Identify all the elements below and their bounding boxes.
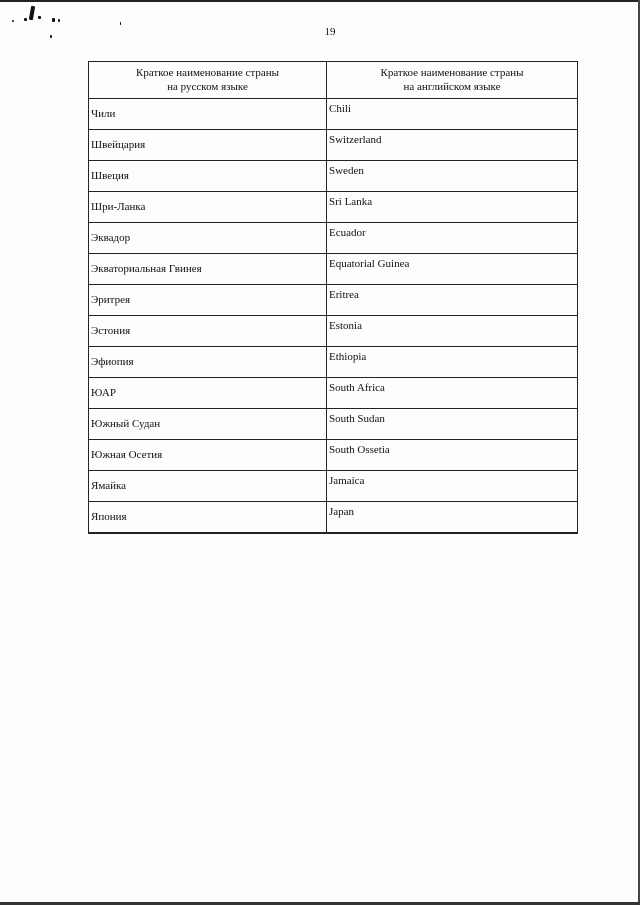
english-name-cell: Ecuador [327, 223, 578, 254]
english-name-cell: South Africa [327, 378, 578, 409]
english-name-cell: Ethiopia [327, 347, 578, 378]
english-name-cell: Sweden [327, 161, 578, 192]
scan-edge-top [0, 0, 640, 2]
header-russian-line-2: на русском языке [167, 81, 248, 93]
table-row [89, 99, 578, 130]
english-name-cell: South Sudan [327, 409, 578, 440]
table-row [89, 285, 578, 316]
russian-name-cell: Шри-Ланка [89, 192, 327, 223]
table-row [89, 316, 578, 347]
table-row [89, 192, 578, 223]
page-number: 19 [324, 26, 336, 38]
table-row [89, 378, 578, 409]
english-name-cell: South Ossetia [327, 440, 578, 471]
english-name-cell: Chili [327, 99, 578, 130]
english-name-cell: Switzerland [327, 130, 578, 161]
english-name-cell: Estonia [327, 316, 578, 347]
table-row [89, 502, 578, 534]
russian-name-cell: Япония [89, 502, 327, 534]
english-name-cell: Japan [327, 502, 578, 534]
english-name-cell: Jamaica [327, 471, 578, 502]
scan-speck [29, 6, 35, 20]
russian-name-cell: Швеция [89, 161, 327, 192]
russian-name-cell: Южный Судан [89, 409, 327, 440]
scan-speck [38, 16, 41, 19]
scan-speck [52, 18, 55, 22]
table-row [89, 161, 578, 192]
russian-name-cell: Эстония [89, 316, 327, 347]
scan-speck [120, 22, 121, 25]
table-row [89, 347, 578, 378]
russian-name-cell: Ямайка [89, 471, 327, 502]
scan-speck [58, 19, 60, 22]
table-row [89, 409, 578, 440]
scan-speck [24, 18, 27, 21]
english-name-cell: Eritrea [327, 285, 578, 316]
russian-name-cell: Эритрея [89, 285, 327, 316]
table-row [89, 254, 578, 285]
table-header-row [89, 62, 578, 99]
english-name-cell: Sri Lanka [327, 192, 578, 223]
english-name-cell: Equatorial Guinea [327, 254, 578, 285]
table-row [89, 130, 578, 161]
russian-name-cell: Эфиопия [89, 347, 327, 378]
russian-name-cell: Чили [89, 99, 327, 130]
russian-name-cell: Эквадор [89, 223, 327, 254]
scan-speck [12, 20, 14, 22]
table-row [89, 223, 578, 254]
header-russian-line-1: Краткое наименование страны [136, 67, 279, 79]
russian-name-cell: ЮАР [89, 378, 327, 409]
header-english-name [327, 62, 578, 99]
country-names-table [88, 61, 578, 534]
table-row [89, 471, 578, 502]
russian-name-cell: Швейцария [89, 130, 327, 161]
russian-name-cell: Экваториальная Гвинея [89, 254, 327, 285]
header-english-line-1: Краткое наименование страны [380, 67, 524, 79]
header-english-line-2: на английском языке [403, 81, 501, 93]
header-russian-name [89, 62, 327, 99]
russian-name-cell: Южная Осетия [89, 440, 327, 471]
table-row [89, 440, 578, 471]
